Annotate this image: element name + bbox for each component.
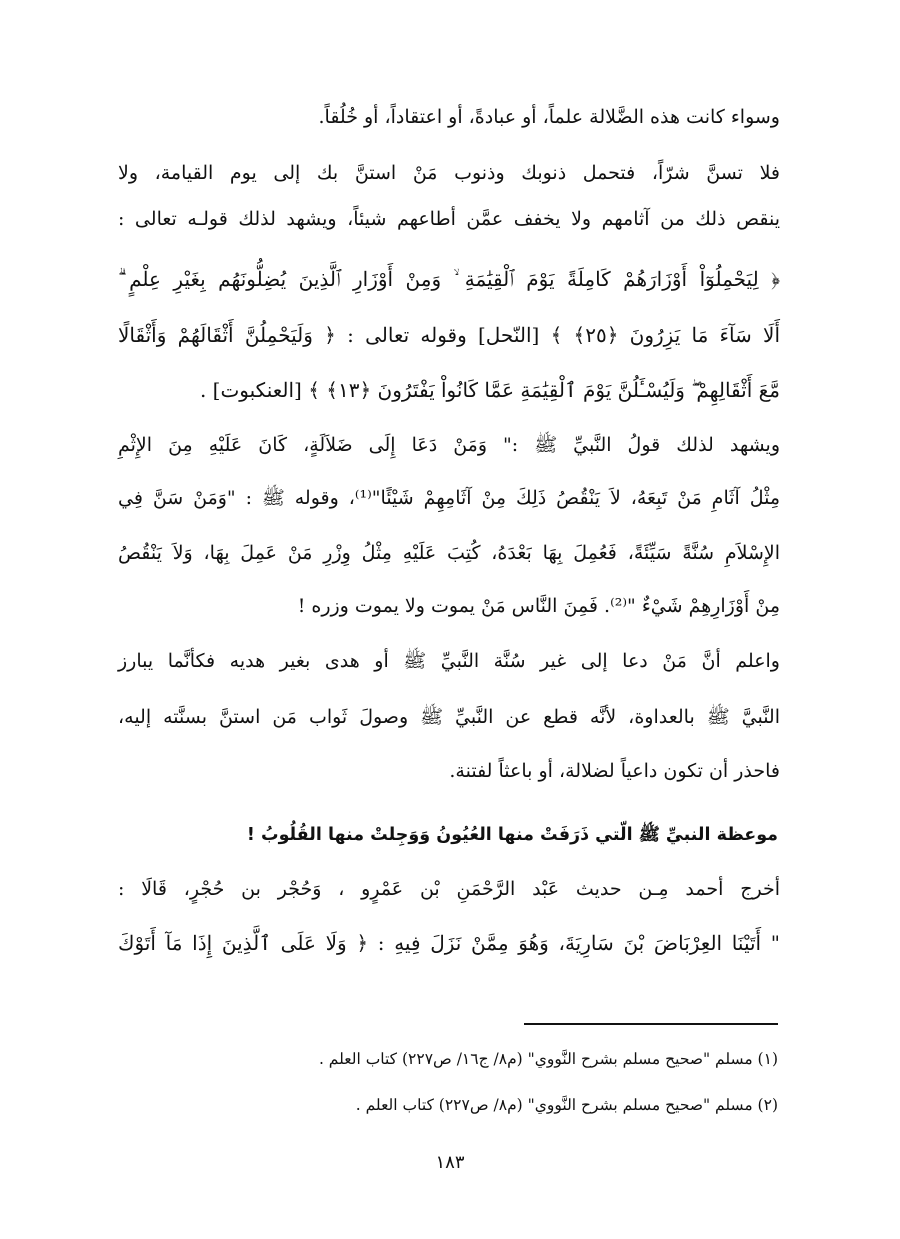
narration-line-2: " أَتَيْنَا العِرْبَاضَ بْنَ سَارِيَةَ، وَهُوَ مِمَّنْ نَزَلَ فِيهِ : ﴿ وَلَا عَلَى ٱلَّذِينَ إِذَا مَآ أَتَوْكَ <box>118 931 780 955</box>
quran-verse-line-3: مَّعَ أَثْقَالِهِمْ ۖ وَلَيُسْـَٔلُنَّ يَوْمَ ٱلْقِيَٰمَةِ عَمَّا كَانُواْ يَفْتَرُونَ ﴿١٣﴾ ﴾ [العنكبوت] . <box>199 378 780 402</box>
hadith-line-4: مِنْ أَوْزَارِهِمْ شَيْءٌ "⁽²⁾. فَمِنَ النَّاس مَنْ يموت ولا يموت وزره ! <box>297 595 780 617</box>
body-line-4: واعلم أنَّ مَنْ دعا إلى غير سُنَّة النَّبيِّ ﷺ أو هدى بغير هديه فكأنَّما يبارز <box>118 650 780 672</box>
narration-line-1: أخرج أحمد مِـن حديث عَبْد الرَّحْمَنِ بْن عَمْرٍو ، وَحُجْر بن حُجْرٍ، قَالَا : <box>118 878 780 900</box>
quran-verse-line-2: أَلَا سَآءَ مَا يَزِرُونَ ﴿٢٥﴾ ﴾ [النّحل] وقوله تعالى : ﴿ وَلَيَحْمِلُنَّ أَثْقَالَهُمْ وَأَثْقَالًا <box>118 323 780 347</box>
hadith-line-2: مِثْلُ آثَامِ مَنْ تَبِعَهُ، لاَ يَنْقُصُ ذَلِكَ مِنْ آثَامِهِمْ شَيْئًا"⁽¹⁾، وقوله ﷺ : "وَمَنْ سَنَّ فِي <box>118 487 781 509</box>
hadith-line-3: الإِسْلاَمِ سُنَّةً سَيِّئَةً، فَعُمِلَ بِهَا بَعْدَهُ، كُتِبَ عَلَيْهِ مِثْلُ وِزْرِ مَنْ عَمِلَ بِهَا، وَلاَ يَنْقُصُ <box>118 542 780 564</box>
body-line-5: النَّبيَّ ﷺ بالعداوة، لأنَّه قطع عن النَّبيِّ ﷺ وصولَ ثَواب مَن استنَّ بسنَّته إليه، <box>118 706 780 728</box>
body-line-2: فلا تسنَّ شرّاً، فتحمل ذنوبك وذنوب مَنْ استنَّ بك إلى يوم القيامة، ولا <box>118 162 780 184</box>
hadith-line-1: ويشهد لذلك قولُ النَّبيِّ ﷺ :" وَمَنْ دَعَا إِلَى ضَلاَلَةٍ، كَانَ عَلَيْهِ مِنَ الإِثْمِ <box>118 434 781 456</box>
footnote-2: (٢) مسلم "صحيح مسلم بشرح النَّووي" (م٨/ ص٢٢٧) كتاب العلم . <box>355 1096 778 1114</box>
footnote-1: (١) مسلم "صحيح مسلم بشرح النَّووي" (م٨/ ج١٦/ ص٢٢٧) كتاب العلم . <box>318 1050 778 1068</box>
body-line-3: ينقص ذلك من آثامهم ولا يخفف عمَّن أطاعهم شيئاً، ويشهد لذلك قولـه تعالى : <box>118 208 781 230</box>
page-number: ١٨٣ <box>435 1152 465 1173</box>
body-line-6: فاحذر أن تكون داعياً لضلالة، أو باعثاً لفتنة. <box>449 760 780 782</box>
section-heading: موعظة النبيِّ ﷺ الّتي ذَرَفَتْ منها العُيُونُ وَوَجِلتْ منها القُلُوبُ ! <box>246 825 778 845</box>
quran-verse-line-1: ﴿ لِيَحْمِلُوٓاْ أَوْزَارَهُمْ كَامِلَةً يَوْمَ ٱلْقِيَٰمَةِ ۙ وَمِنْ أَوْزَارِ ٱلَّذِينَ يُضِلُّونَهُم بِغَيْرِ عِلْمٍ ۗ <box>118 267 780 291</box>
footnote-divider <box>524 1023 778 1025</box>
body-line-1: وسواء كانت هذه الضَّلالة علماً، أو عبادةً، أو اعتقاداً، أو خُلُقاً. <box>318 106 780 128</box>
